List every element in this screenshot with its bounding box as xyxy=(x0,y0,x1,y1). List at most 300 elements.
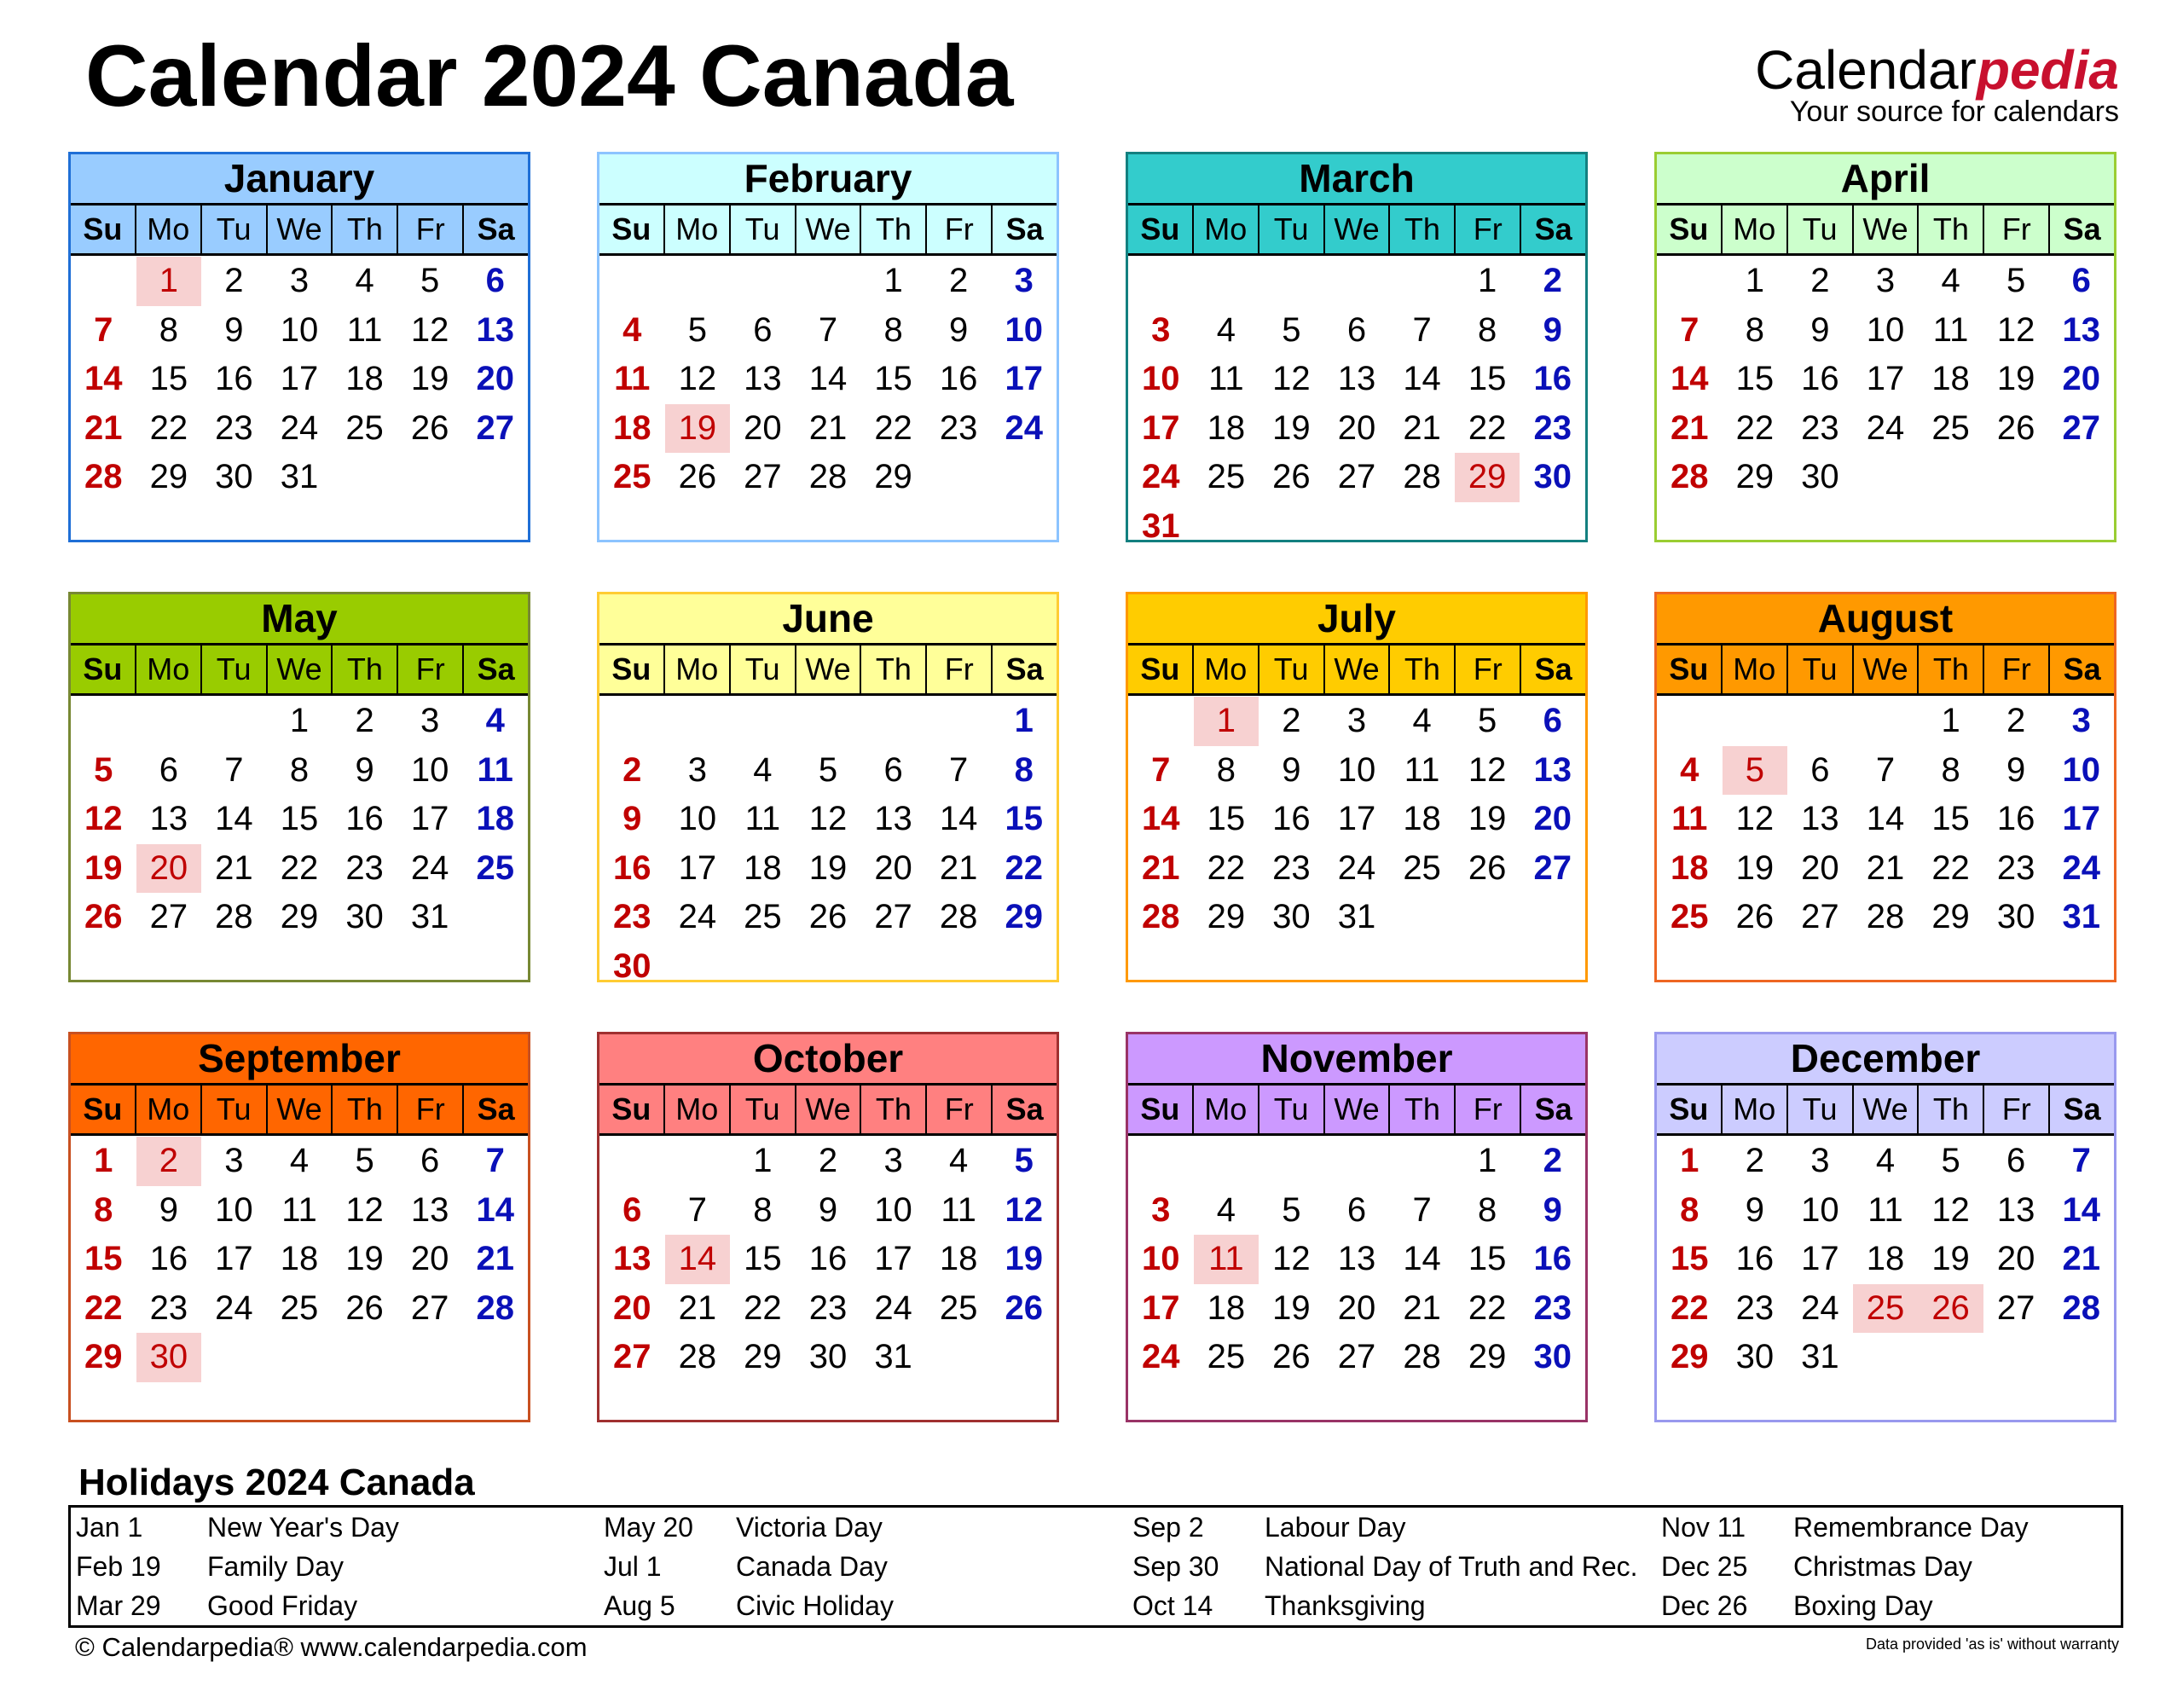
day-cell: 5 xyxy=(818,750,838,789)
weekday-label: Fr xyxy=(1984,206,2050,253)
day-cell: 18 xyxy=(939,1240,978,1277)
month-march xyxy=(1126,152,1588,545)
day-cell: 29 xyxy=(1735,458,1775,495)
day-cell: 5 xyxy=(420,262,440,299)
day-cell: 19 xyxy=(1735,848,1775,887)
month-april xyxy=(1654,152,2116,542)
empty-day xyxy=(860,697,926,746)
day-cell: 25 xyxy=(939,1288,978,1327)
empty-day xyxy=(1194,257,1259,306)
day-cell: 16 xyxy=(1533,360,1572,397)
holiday-name: Remembrance Day xyxy=(1793,1512,2029,1543)
weekday-label: Tu xyxy=(1259,646,1325,693)
day-cell: 28 xyxy=(678,1338,717,1375)
day-cell: 5 xyxy=(1282,1190,1301,1229)
day-cell: 20 xyxy=(2062,360,2100,397)
weekday-label: Mo xyxy=(665,646,731,693)
footer-copyright[interactable]: © Calendarpedia® www.calendarpedia.com xyxy=(75,1632,588,1662)
month-december xyxy=(1654,1032,2116,1422)
day-cell: 19 xyxy=(808,848,848,887)
month-name: March xyxy=(1128,154,1585,206)
day-cell: 4 xyxy=(1875,1142,1896,1179)
day-cell: 21 xyxy=(1403,408,1441,447)
day-cell: 27 xyxy=(1533,848,1572,887)
day-cell: 27 xyxy=(1996,1288,2035,1327)
day-cell: 3 xyxy=(2071,702,2091,739)
day-cell: 9 xyxy=(622,800,642,837)
day-cell: 28 xyxy=(476,1288,514,1327)
month-name: July xyxy=(1128,594,1585,646)
weekday-label: Sa xyxy=(1005,1091,1044,1126)
weekday-label: Tu xyxy=(1259,1086,1325,1133)
day-cell: 28 xyxy=(215,898,253,935)
holiday-day: 14 xyxy=(665,1235,731,1284)
day-cell: 31 xyxy=(2062,898,2100,935)
day-cell: 1 xyxy=(1478,262,1497,299)
day-cell: 20 xyxy=(613,1288,651,1327)
day-cell: 28 xyxy=(2062,1288,2100,1327)
day-cell: 12 xyxy=(1005,1190,1043,1229)
empty-day xyxy=(599,697,665,746)
weekday-header xyxy=(1128,646,1585,696)
day-cell: 26 xyxy=(1735,898,1775,935)
day-cell: 1 xyxy=(1478,1142,1497,1179)
day-cell: 19 xyxy=(410,360,449,397)
day-grid xyxy=(71,1136,528,1382)
holiday-name: National Day of Truth and Rec. xyxy=(1265,1551,1638,1582)
day-cell: 3 xyxy=(224,1142,244,1179)
weekday-label: Mo xyxy=(665,206,731,253)
day-cell: 1 xyxy=(753,1142,773,1179)
empty-day xyxy=(1128,257,1194,306)
day-cell: 28 xyxy=(1403,458,1441,495)
month-january xyxy=(68,152,530,542)
day-cell: 29 xyxy=(874,458,912,495)
day-cell: 17 xyxy=(1005,360,1043,397)
empty-day xyxy=(136,697,202,746)
day-cell: 28 xyxy=(808,458,848,495)
day-cell: 15 xyxy=(1671,1240,1709,1277)
weekday-label: Th xyxy=(861,1086,927,1133)
day-cell: 13 xyxy=(613,1240,651,1277)
day-cell: 19 xyxy=(84,848,123,887)
weekday-label: Fr xyxy=(1456,646,1521,693)
day-cell: 5 xyxy=(94,750,113,789)
day-cell: 23 xyxy=(345,848,384,887)
holiday-name: Christmas Day xyxy=(1793,1551,1972,1582)
weekday-label: Su xyxy=(599,206,665,253)
day-cell: 19 xyxy=(1468,800,1507,837)
day-cell: 22 xyxy=(744,1288,782,1327)
day-grid xyxy=(1657,1136,2114,1382)
day-cell: 27 xyxy=(613,1338,651,1375)
empty-day xyxy=(730,257,796,306)
day-cell: 21 xyxy=(476,1240,514,1277)
holiday-date: Jul 1 xyxy=(604,1551,662,1582)
holiday-date: Aug 5 xyxy=(604,1590,675,1621)
weekday-label: Sa xyxy=(1534,211,1572,246)
day-cell: 30 xyxy=(1996,898,2035,935)
day-cell: 27 xyxy=(744,458,782,495)
day-cell: 18 xyxy=(1207,408,1246,447)
day-cell: 15 xyxy=(149,360,188,397)
holiday-date: Dec 26 xyxy=(1661,1590,1748,1621)
empty-day xyxy=(201,697,267,746)
day-cell: 20 xyxy=(1533,800,1572,837)
day-cell: 22 xyxy=(1468,408,1507,447)
day-cell: 24 xyxy=(1337,848,1376,887)
day-cell: 13 xyxy=(1337,1240,1376,1277)
day-cell: 2 xyxy=(949,262,969,299)
weekday-label: Su xyxy=(1657,206,1723,253)
day-cell: 13 xyxy=(874,800,912,837)
empty-day xyxy=(1657,697,1723,746)
day-cell: 5 xyxy=(1941,1142,1960,1179)
weekday-label: Th xyxy=(1919,1086,1984,1133)
day-cell: 6 xyxy=(883,750,903,789)
day-cell: 14 xyxy=(1866,800,1905,837)
holiday-day: 5 xyxy=(1723,746,1788,796)
day-cell: 7 xyxy=(949,750,969,789)
day-cell: 16 xyxy=(613,848,651,887)
day-cell: 17 xyxy=(410,800,449,837)
weekday-header xyxy=(1657,206,2114,256)
day-cell: 18 xyxy=(613,408,651,447)
holiday-day: 1 xyxy=(1194,697,1259,746)
weekday-label: Th xyxy=(333,1086,398,1133)
holiday-day: 19 xyxy=(665,404,731,454)
day-cell: 25 xyxy=(744,898,782,935)
weekday-label: Tu xyxy=(731,206,796,253)
day-cell: 26 xyxy=(84,898,123,935)
day-cell: 20 xyxy=(1337,408,1376,447)
day-cell: 4 xyxy=(1941,262,1960,299)
day-cell: 3 xyxy=(1875,262,1896,299)
weekday-label: Fr xyxy=(1456,206,1521,253)
day-cell: 7 xyxy=(818,310,838,349)
holiday-day: 2 xyxy=(136,1137,202,1186)
day-cell: 1 xyxy=(289,702,310,739)
day-cell: 22 xyxy=(1005,848,1043,887)
day-cell: 27 xyxy=(149,898,188,935)
day-cell: 30 xyxy=(1801,458,1839,495)
weekday-label: Fr xyxy=(927,1086,993,1133)
day-cell: 2 xyxy=(622,750,642,789)
day-cell: 25 xyxy=(1207,1338,1246,1375)
weekday-label: Su xyxy=(1128,646,1194,693)
day-cell: 9 xyxy=(1282,750,1301,789)
day-cell: 14 xyxy=(1671,360,1709,397)
day-cell: 27 xyxy=(1801,898,1839,935)
day-cell: 3 xyxy=(1810,1142,1830,1179)
day-cell: 22 xyxy=(1671,1288,1709,1327)
holiday-day: 25 xyxy=(1853,1284,1919,1334)
day-cell: 10 xyxy=(1142,360,1180,397)
weekday-label: Sa xyxy=(2063,1091,2101,1126)
day-cell: 4 xyxy=(753,750,773,789)
day-cell: 20 xyxy=(744,408,782,447)
day-cell: 24 xyxy=(678,898,717,935)
day-cell: 12 xyxy=(1272,360,1311,397)
day-cell: 10 xyxy=(215,1190,253,1229)
day-cell: 21 xyxy=(1866,848,1905,887)
day-grid xyxy=(1128,1136,1585,1382)
month-name: January xyxy=(71,154,528,206)
weekday-label: Tu xyxy=(1259,206,1325,253)
day-cell: 11 xyxy=(281,1190,317,1229)
day-cell: 25 xyxy=(1931,408,1970,447)
day-cell: 30 xyxy=(1735,1338,1775,1375)
day-cell: 3 xyxy=(883,1142,903,1179)
day-cell: 14 xyxy=(215,800,253,837)
day-cell: 12 xyxy=(1996,310,2035,349)
day-cell: 2 xyxy=(1543,1142,1562,1179)
day-cell: 23 xyxy=(939,408,978,447)
empty-day xyxy=(1128,697,1194,746)
weekday-label: Mo xyxy=(1194,1086,1259,1133)
weekday-header xyxy=(599,206,1057,256)
brand-name-main: Calendar xyxy=(1755,39,1977,101)
day-cell: 5 xyxy=(355,1142,374,1179)
day-cell: 26 xyxy=(1272,458,1311,495)
day-cell: 23 xyxy=(1533,408,1572,447)
weekday-label: Tu xyxy=(202,646,268,693)
day-cell: 10 xyxy=(678,800,717,837)
weekday-label: Sa xyxy=(2063,211,2101,246)
weekday-label: Tu xyxy=(202,1086,268,1133)
day-cell: 9 xyxy=(949,310,969,349)
day-cell: 20 xyxy=(476,360,514,397)
holiday-name: New Year's Day xyxy=(207,1512,399,1543)
weekday-label: Sa xyxy=(2063,651,2101,686)
day-cell: 30 xyxy=(345,898,384,935)
day-cell: 26 xyxy=(678,458,717,495)
day-cell: 6 xyxy=(420,1142,440,1179)
day-cell: 20 xyxy=(410,1240,449,1277)
day-cell: 21 xyxy=(678,1288,717,1327)
day-cell: 31 xyxy=(1801,1338,1839,1375)
month-february xyxy=(597,152,1059,542)
empty-day xyxy=(1324,257,1390,306)
weekday-header xyxy=(1657,1086,2114,1136)
day-cell: 12 xyxy=(678,360,717,397)
empty-day xyxy=(1787,697,1853,746)
day-cell: 8 xyxy=(289,750,310,789)
day-cell: 5 xyxy=(2006,262,2026,299)
day-cell: 24 xyxy=(1005,408,1043,447)
day-cell: 28 xyxy=(1142,898,1180,935)
weekday-label: Tu xyxy=(1788,1086,1854,1133)
day-cell: 9 xyxy=(818,1190,838,1229)
day-cell: 29 xyxy=(84,1338,123,1375)
day-cell: 26 xyxy=(345,1288,384,1327)
day-cell: 29 xyxy=(1671,1338,1709,1375)
holiday-name: Labour Day xyxy=(1265,1512,1406,1543)
day-cell: 17 xyxy=(1337,800,1376,837)
day-cell: 30 xyxy=(1533,1338,1572,1375)
day-cell: 31 xyxy=(874,1338,912,1375)
day-cell: 27 xyxy=(1337,458,1376,495)
weekday-label: Mo xyxy=(136,1086,202,1133)
day-cell: 8 xyxy=(883,310,903,349)
day-cell: 15 xyxy=(1468,1240,1507,1277)
day-cell: 17 xyxy=(874,1240,912,1277)
weekday-label: Th xyxy=(861,646,927,693)
day-cell: 24 xyxy=(280,408,319,447)
weekday-label: We xyxy=(268,1086,333,1133)
day-cell: 4 xyxy=(355,262,374,299)
day-cell: 26 xyxy=(1468,848,1507,887)
day-cell: 21 xyxy=(215,848,253,887)
day-cell: 17 xyxy=(1866,360,1905,397)
day-cell: 12 xyxy=(345,1190,384,1229)
holiday-day: 26 xyxy=(1918,1284,1983,1334)
weekday-label: Su xyxy=(71,206,136,253)
day-cell: 13 xyxy=(1801,800,1839,837)
holiday-day: 30 xyxy=(136,1333,202,1382)
day-cell: 16 xyxy=(1735,1240,1775,1277)
day-cell: 14 xyxy=(1142,800,1180,837)
day-cell: 24 xyxy=(874,1288,912,1327)
empty-day xyxy=(1128,1137,1194,1186)
weekday-label: Mo xyxy=(136,646,202,693)
weekday-label: Fr xyxy=(1984,1086,2050,1133)
day-cell: 13 xyxy=(1337,360,1376,397)
day-cell: 18 xyxy=(1671,848,1709,887)
weekday-label: We xyxy=(796,646,862,693)
day-cell: 13 xyxy=(1996,1190,2035,1229)
empty-day xyxy=(665,1137,731,1186)
day-grid xyxy=(1657,256,2114,502)
day-cell: 11 xyxy=(1867,1190,1903,1229)
day-cell: 3 xyxy=(420,702,440,739)
day-cell: 31 xyxy=(1337,898,1376,935)
weekday-label: Su xyxy=(71,646,136,693)
day-cell: 2 xyxy=(355,702,374,739)
empty-day xyxy=(71,697,136,746)
day-cell: 6 xyxy=(1346,1190,1367,1229)
weekday-header xyxy=(71,646,528,696)
weekday-label: Sa xyxy=(477,211,515,246)
day-cell: 8 xyxy=(1478,310,1497,349)
day-cell: 13 xyxy=(1533,750,1572,789)
day-cell: 4 xyxy=(622,310,642,349)
day-cell: 30 xyxy=(215,458,253,495)
day-cell: 14 xyxy=(939,800,978,837)
day-cell: 19 xyxy=(1272,408,1311,447)
weekday-label: Tu xyxy=(1788,646,1854,693)
weekday-label: Th xyxy=(1919,206,1984,253)
day-cell: 2 xyxy=(224,262,244,299)
month-name: November xyxy=(1128,1034,1585,1086)
day-cell: 25 xyxy=(1207,458,1246,495)
day-grid xyxy=(1128,256,1585,551)
brand-name xyxy=(1755,39,2119,101)
day-cell: 12 xyxy=(808,800,848,837)
day-cell: 7 xyxy=(1412,310,1432,349)
weekday-label: Tu xyxy=(731,1086,796,1133)
footer-disclaimer: Data provided 'as is' without warranty xyxy=(1865,1636,2119,1653)
month-october xyxy=(597,1032,1059,1422)
day-cell: 6 xyxy=(2071,262,2091,299)
day-cell: 24 xyxy=(1866,408,1905,447)
holiday-row xyxy=(71,1508,2121,1548)
empty-day xyxy=(599,1137,665,1186)
weekday-label: Th xyxy=(1390,1086,1456,1133)
day-cell: 7 xyxy=(485,1142,505,1179)
day-grid xyxy=(71,256,528,502)
day-cell: 3 xyxy=(1151,310,1171,349)
month-september xyxy=(68,1032,530,1422)
day-cell: 9 xyxy=(2006,750,2026,789)
day-cell: 11 xyxy=(614,360,651,397)
weekday-label: Su xyxy=(1657,1086,1723,1133)
day-cell: 28 xyxy=(1866,898,1905,935)
day-cell: 19 xyxy=(1931,1240,1970,1277)
day-cell: 25 xyxy=(1403,848,1441,887)
weekday-header xyxy=(71,206,528,256)
day-cell: 8 xyxy=(159,310,178,349)
holiday-name: Boxing Day xyxy=(1793,1590,1933,1621)
day-cell: 17 xyxy=(1801,1240,1839,1277)
day-cell: 22 xyxy=(874,408,912,447)
day-cell: 17 xyxy=(1142,408,1180,447)
weekday-label: Th xyxy=(1390,646,1456,693)
day-cell: 11 xyxy=(477,750,513,789)
weekday-label: Tu xyxy=(731,646,796,693)
brand-name-accent: pedia xyxy=(1976,39,2119,101)
day-cell: 7 xyxy=(1680,310,1699,349)
day-cell: 30 xyxy=(1272,898,1311,935)
day-cell: 24 xyxy=(1801,1288,1839,1327)
day-cell: 10 xyxy=(410,750,449,789)
day-cell: 16 xyxy=(215,360,253,397)
day-grid xyxy=(599,696,1057,991)
day-cell: 1 xyxy=(883,262,903,299)
day-cell: 26 xyxy=(808,898,848,935)
day-cell: 28 xyxy=(1671,458,1709,495)
day-cell: 7 xyxy=(1875,750,1896,789)
day-cell: 8 xyxy=(94,1190,113,1229)
month-august xyxy=(1654,592,2116,982)
day-cell: 29 xyxy=(1005,898,1043,935)
day-cell: 10 xyxy=(280,310,319,349)
month-name: October xyxy=(599,1034,1057,1086)
day-cell: 14 xyxy=(476,1190,514,1229)
day-cell: 4 xyxy=(1680,750,1699,789)
day-cell: 15 xyxy=(1735,360,1775,397)
day-cell: 19 xyxy=(1996,360,2035,397)
empty-day xyxy=(71,257,136,306)
day-cell: 10 xyxy=(2062,750,2100,789)
day-cell: 15 xyxy=(84,1240,123,1277)
day-cell: 2 xyxy=(818,1142,838,1179)
day-cell: 28 xyxy=(939,898,978,935)
brand-logo[interactable] xyxy=(1755,39,2119,128)
day-grid xyxy=(1657,696,2114,942)
day-cell: 8 xyxy=(1216,750,1236,789)
day-cell: 2 xyxy=(1543,262,1562,299)
month-may xyxy=(68,592,530,982)
weekday-label: Su xyxy=(599,1086,665,1133)
empty-day xyxy=(599,257,665,306)
day-cell: 4 xyxy=(1216,1190,1236,1229)
day-cell: 2 xyxy=(2006,702,2026,739)
day-cell: 12 xyxy=(410,310,449,349)
day-cell: 7 xyxy=(687,1190,707,1229)
day-cell: 24 xyxy=(2062,848,2100,887)
day-cell: 8 xyxy=(753,1190,773,1229)
